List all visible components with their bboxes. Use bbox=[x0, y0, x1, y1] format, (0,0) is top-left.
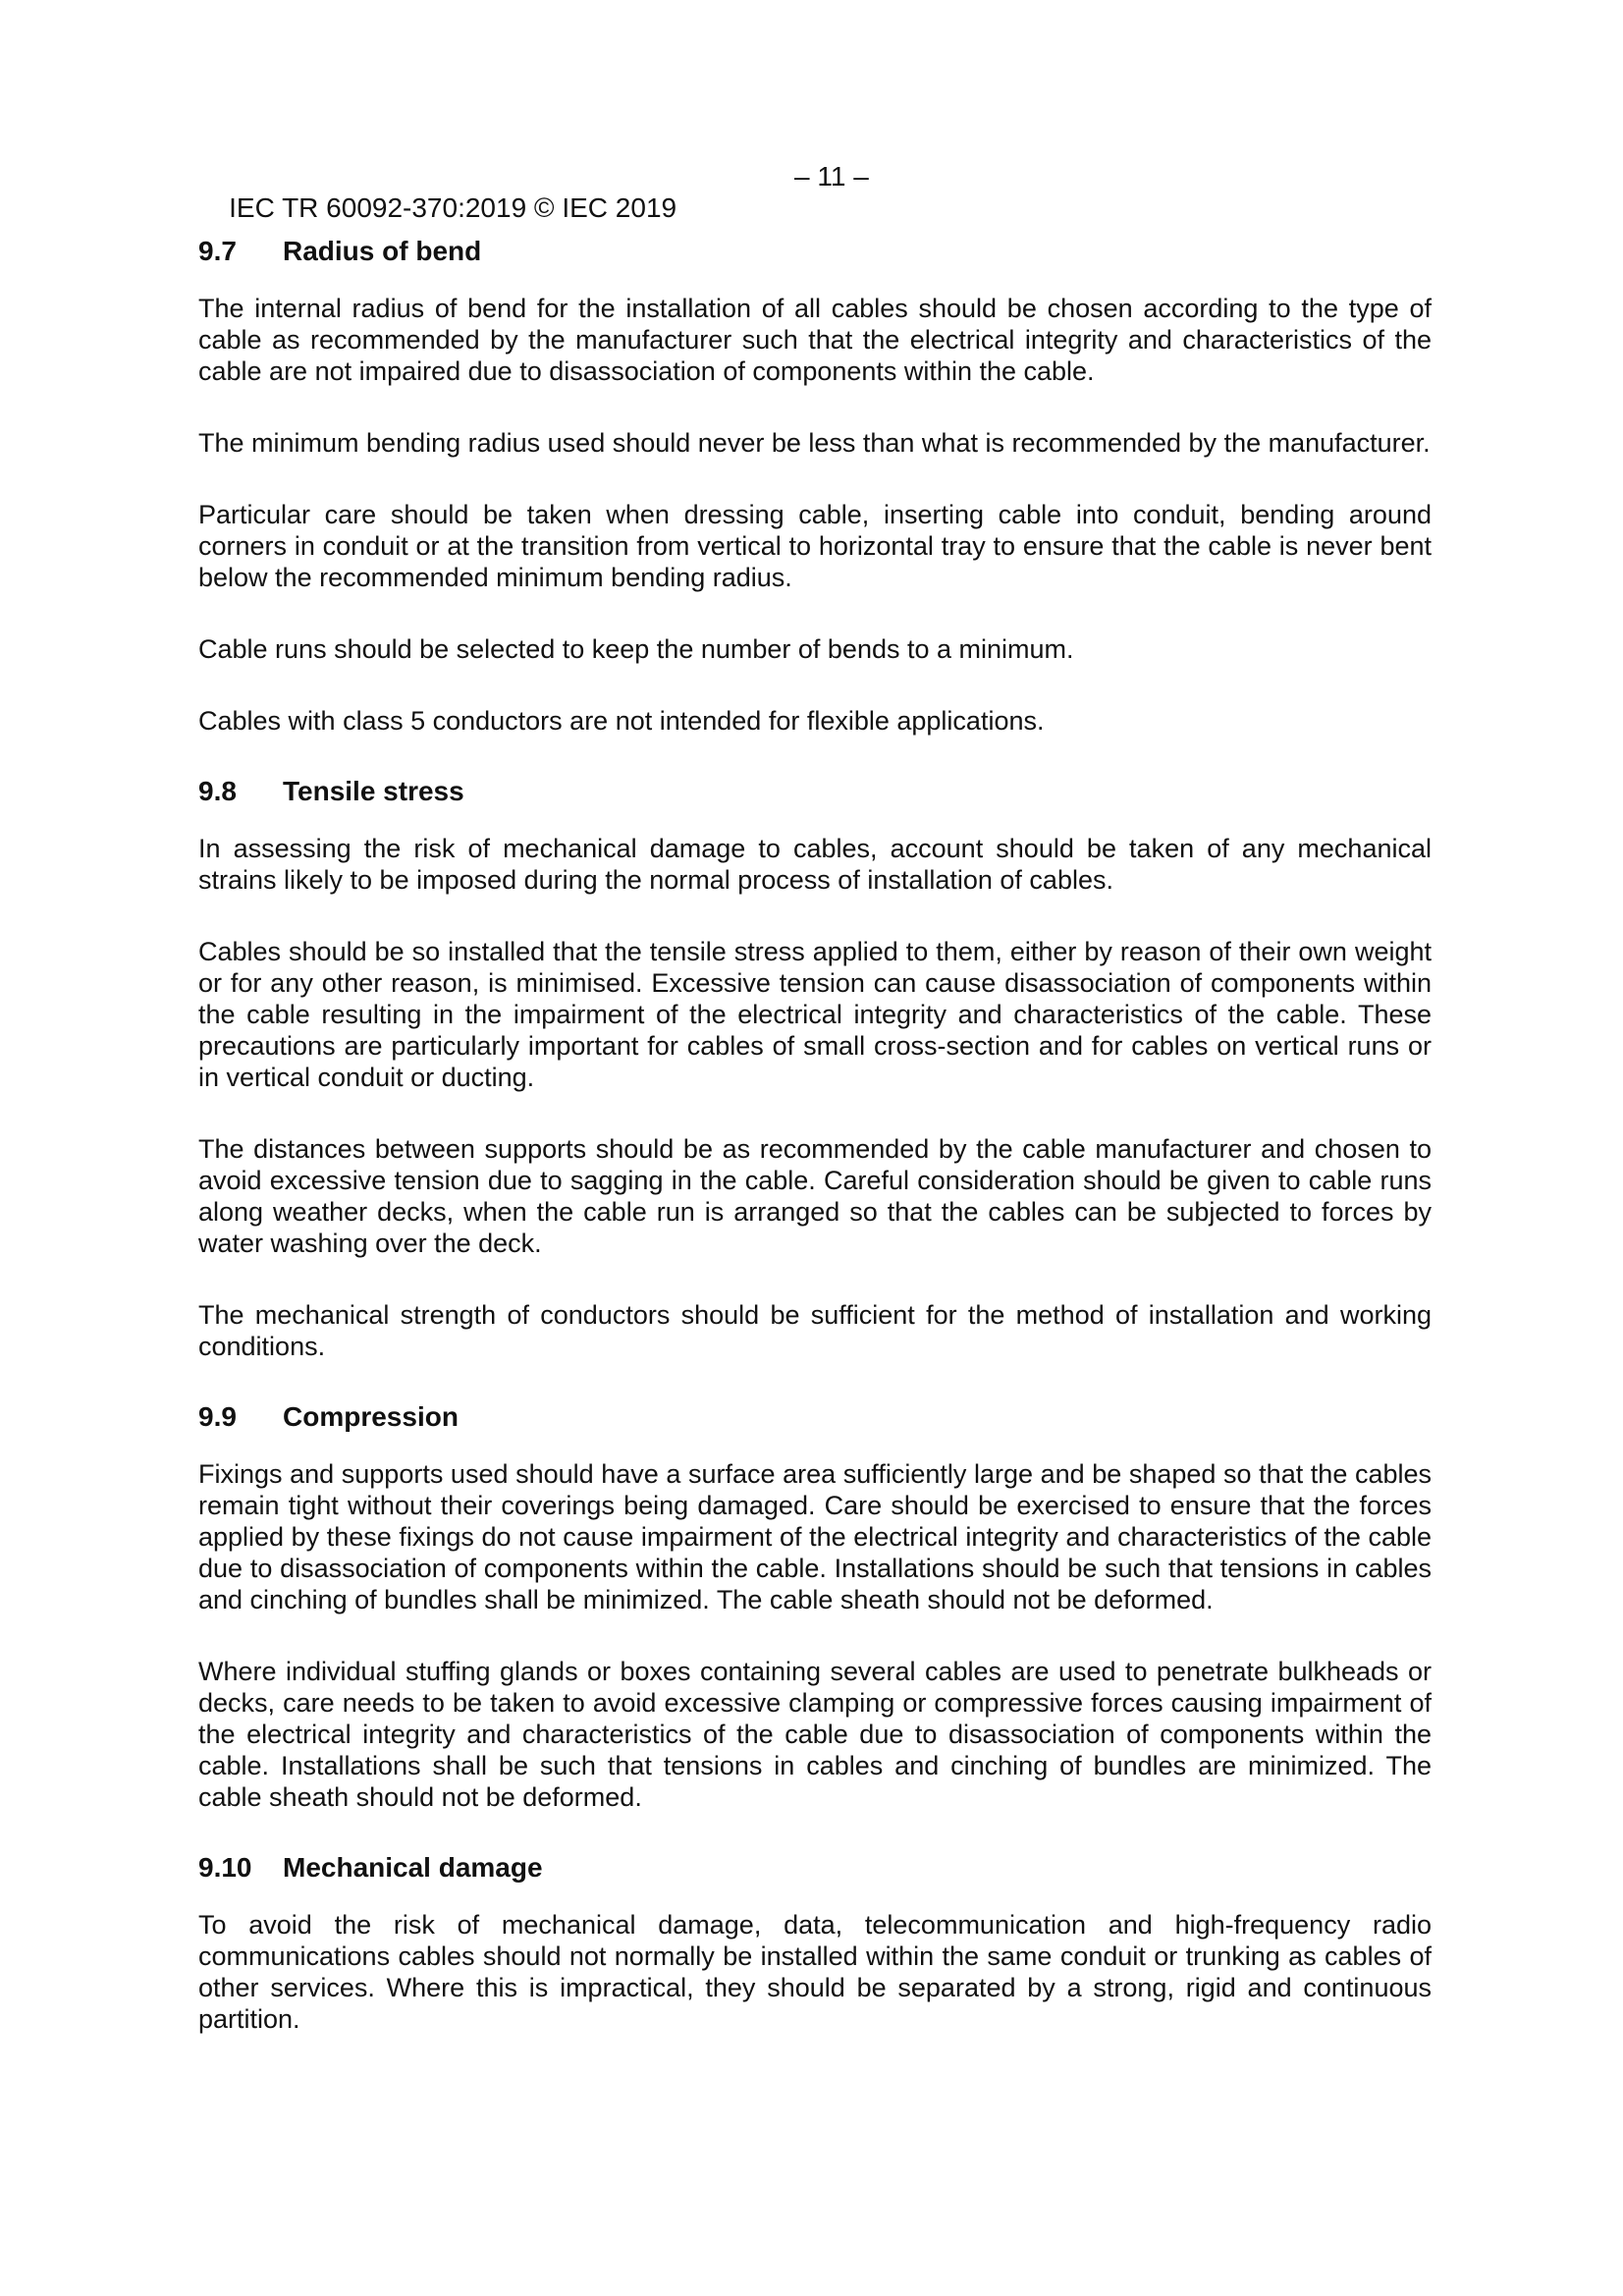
paragraph: The mechanical strength of conductors should be sufficient for the method of installation and working conditions. bbox=[198, 1300, 1432, 1361]
section-number: 9.10 bbox=[198, 1852, 252, 1883]
section-9-7 bbox=[198, 236, 1432, 737]
paragraph: Cable runs should be selected to keep the number of bends to a minimum. bbox=[198, 634, 1074, 664]
paragraph: The distances between supports should be as recommended by the cable manufacturer and chosen to avoid excessive tension due to sagging in the cable. Careful consideration should be given to cable runs along weather decks, when the cable run is arranged so that the cables can be subjected to forces by water washing over the deck. bbox=[198, 1134, 1432, 1258]
section-9-8 bbox=[198, 776, 1432, 1362]
page-number: – 11 – bbox=[794, 161, 869, 191]
paragraph: The internal radius of bend for the installation of all cables should be chosen according to the type of cable as recommended by the manufacturer such that the electrical integrity and characteristics of the cable are not impaired due to disassociation of components within the cable. bbox=[198, 294, 1432, 386]
section-title: Mechanical damage bbox=[283, 1852, 543, 1883]
paragraph: Cables should be so installed that the tensile stress applied to them, either by reason of their own weight or for any other reason, is minimised. Excessive tension can cause disassociation of components within the cable resulting in the impairment of the electrical integrity and characteristics of the cable. These precautions are particularly important for cables of small cross-section and for cables on vertical runs or in vertical conduit or ducting. bbox=[198, 937, 1432, 1092]
section-title: Tensile stress bbox=[283, 776, 464, 806]
section-9-10 bbox=[198, 1852, 1432, 2035]
section-number: 9.7 bbox=[198, 236, 237, 266]
paragraph: In assessing the risk of mechanical damage to cables, account should be taken of any mechanical strains likely to be imposed during the normal process of installation of cables. bbox=[198, 834, 1432, 895]
document-identifier: IEC TR 60092-370:2019 © IEC 2019 bbox=[229, 192, 677, 223]
paragraph: Where individual stuffing glands or boxes containing several cables are used to penetrate bulkheads or decks, care needs to be taken to avoid excessive clamping or compressive forces causing impairment of the electrical integrity and characteristics of the cable due to disassociation of components within the cable. Installations shall be such that tensions in cables and cinching of bundles are minimized. The cable sheath should not be deformed. bbox=[198, 1657, 1432, 1812]
section-title: Compression bbox=[283, 1401, 459, 1432]
section-heading bbox=[198, 236, 1432, 267]
section-heading bbox=[198, 1401, 1432, 1433]
section-heading bbox=[198, 1852, 1432, 1884]
paragraph: Fixings and supports used should have a surface area sufficiently large and be shaped so that the cables remain tight without their coverings being damaged. Care should be exercised to ensure that the forces applied by these fixings do not cause impairment of the electrical integrity and characteristics of the cable due to disassociation of components within the cable. Installations should be such that tensions in cables and cinching of bundles shall be minimized. The cable sheath should not be deformed. bbox=[198, 1459, 1432, 1614]
section-title: Radius of bend bbox=[283, 236, 482, 266]
section-heading bbox=[198, 776, 1432, 807]
section-number: 9.8 bbox=[198, 776, 237, 806]
paragraph: To avoid the risk of mechanical damage, data, telecommunication and high-frequency radio communications cables should not normally be installed within the same conduit or trunking as cables of other services. Where this is impractical, they should be separated by a strong, rigid and continuous partition. bbox=[198, 1910, 1432, 2034]
paragraph: The minimum bending radius used should never be less than what is recommended by the manufacturer. bbox=[198, 428, 1431, 458]
document-body bbox=[198, 236, 1432, 2074]
section-9-9 bbox=[198, 1401, 1432, 1813]
paragraph: Particular care should be taken when dressing cable, inserting cable into conduit, bending around corners in conduit or at the transition from vertical to horizontal tray to ensure that the cable is never bent below the recommended minimum bending radius. bbox=[198, 500, 1432, 592]
paragraph: Cables with class 5 conductors are not intended for flexible applications. bbox=[198, 706, 1045, 736]
section-number: 9.9 bbox=[198, 1401, 237, 1432]
